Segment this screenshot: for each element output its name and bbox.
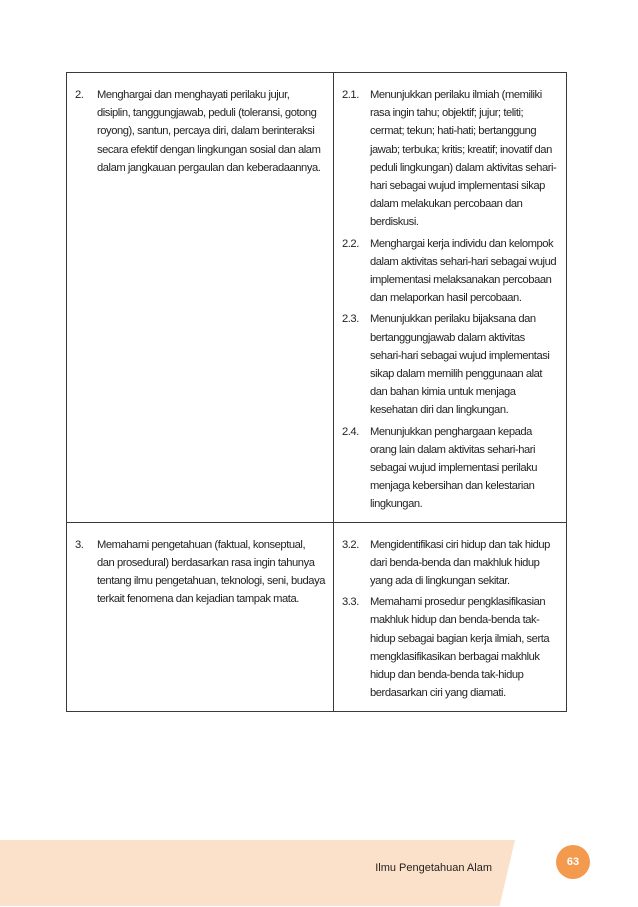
entry-number: 2. (75, 89, 84, 101)
entry-number: 3. (75, 538, 84, 551)
core-competency-cell (67, 522, 334, 711)
basic-competency-entry (342, 423, 558, 514)
entry-number: 2.1. (342, 89, 359, 101)
basic-competency-entry (342, 593, 558, 702)
table-row (67, 522, 567, 711)
basic-competency-cell (334, 73, 567, 523)
core-competency-entry (75, 86, 325, 177)
entry-text: Menunjukkan perilaku bijaksana dan bertanggungjawab dalam aktivitas sehari-hari sebagai wujud implementasi sikap dalam memilih penggunaan alat dan bahan kimia untuk menjaga kesehatan diri dan lingkungan. (370, 313, 550, 417)
basic-competency-entry (342, 536, 558, 591)
entry-text: Menghargai kerja individu dan kelompok dalam aktivitas sehari-hari sebagai wujud implementasi melaksanakan percobaan dan melaporkan hasil percobaan. (370, 237, 557, 305)
core-competency-entry (75, 536, 325, 609)
page-number-badge: 63 (556, 845, 590, 879)
entry-number: 2.2. (342, 237, 359, 250)
entry-number: 3.3. (342, 596, 359, 609)
basic-competency-entry (342, 235, 558, 308)
core-competency-cell (67, 73, 334, 523)
entry-number: 2.4. (342, 425, 359, 438)
basic-competency-entry (342, 86, 558, 232)
competency-table (66, 72, 567, 712)
entry-text: Menghargai dan menghayati perilaku jujur, disiplin, tanggungjawab, peduli (toleransi, gotong royong), santun, percaya diri, dalam berinteraksi secara efektif dengan lingkungan sosial dan alam dalam jangkauan pergaulan dan keberadaannya. (97, 89, 321, 174)
entry-number: 2.3. (342, 313, 359, 326)
entry-text: Memahami prosedur pengklasifikasian makhluk hidup dan benda-benda tak-hidup sebagai bagian kerja ilmiah, serta mengklasifikasikan berbagai makhluk hidup dan benda-benda tak-hidup berdasarkan ciri yang diamati. (370, 596, 550, 700)
book-title: Ilmu Pengetahuan Alam (375, 862, 492, 874)
entry-number: 3.2. (342, 538, 359, 551)
entry-text: Menunjukkan penghargaan kepada orang lain dalam aktivitas sehari-hari sebagai wujud implementasi perilaku menjaga kebersihan dan kelestarian lingkungan. (370, 425, 538, 511)
basic-competency-cell (334, 522, 567, 711)
basic-competency-entry (342, 310, 558, 419)
entry-text: Memahami pengetahuan (faktual, konseptual, dan prosedural) berdasarkan rasa ingin tahunya tentang ilmu pengetahuan, teknologi, seni, budaya terkait fenomena dan kejadian tampak mata. (97, 538, 325, 606)
entry-text: Mengidentifikasi ciri hidup dan tak hidup dari benda-benda dan makhluk hidup yang ada di lingkungan sekitar. (370, 538, 550, 588)
table-row (67, 73, 567, 523)
entry-text: Menunjukkan perilaku ilmiah (memiliki rasa ingin tahu; objektif; jujur; teliti; cermat; tekun; hati-hati; bertanggung jawab; terbuka; kritis; kreatif; inovatif dan peduli lingkungan) dalam aktivitas sehari-hari sebagai wujud implementasi sikap dalam melakukan percobaan dan berdiskusi. (370, 89, 557, 229)
